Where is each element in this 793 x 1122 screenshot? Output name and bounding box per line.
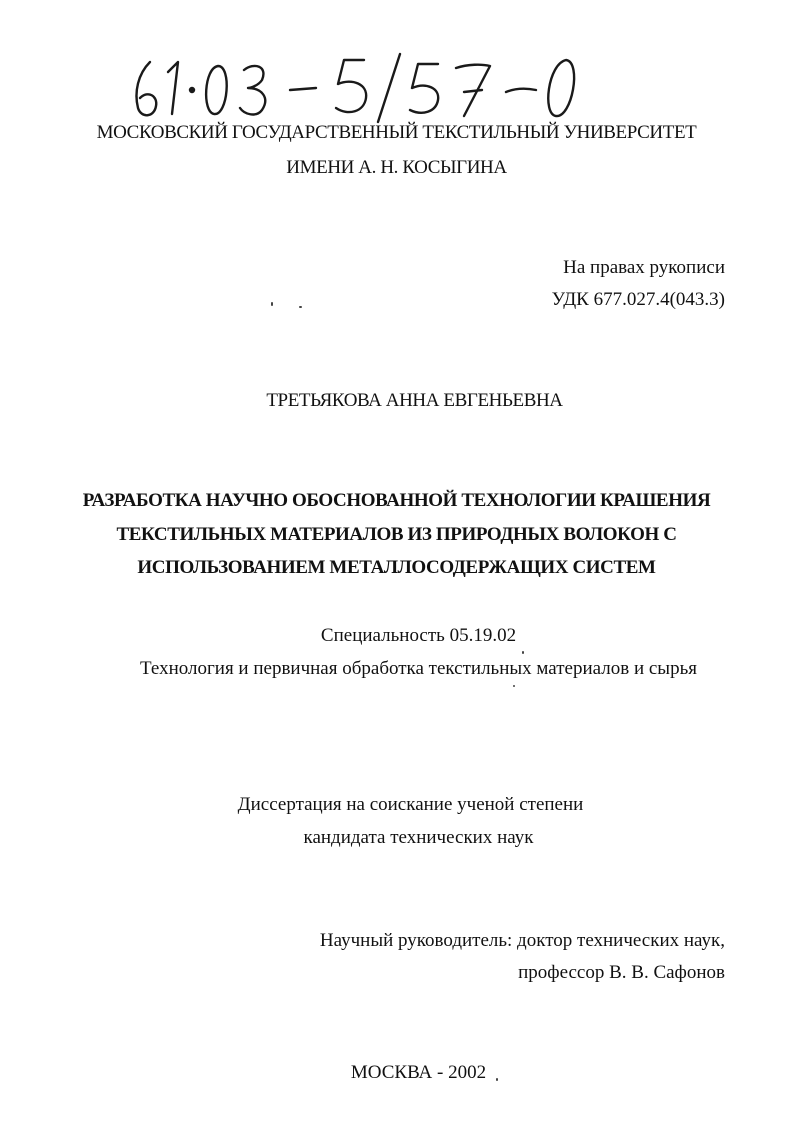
dissertation-line-1: Диссертация на соискание ученой степени	[237, 794, 584, 815]
rights-label: На правах рукописи	[563, 257, 725, 278]
city-year: МОСКВА - 2002	[350, 1062, 487, 1083]
scan-speck	[522, 651, 524, 654]
scan-speck	[271, 302, 273, 306]
dissertation-line-2: кандидата технических наук	[303, 827, 534, 848]
specialty-name: Технология и первичная обработка текстильных материалов и сырья	[140, 658, 697, 679]
supervisor-line-2: профессор В. В. Сафонов	[518, 962, 725, 983]
university-name-line-2: ИМЕНИ А. Н. КОСЫГИНА	[286, 157, 507, 178]
title-line-3: ИСПОЛЬЗОВАНИЕМ МЕТАЛЛОСОДЕРЖАЩИХ СИСТЕМ	[137, 557, 656, 578]
supervisor-line-1: Научный руководитель: доктор технических наук,	[319, 930, 725, 951]
scan-speck	[513, 685, 515, 687]
specialty-code: Специальность 05.19.02	[320, 625, 517, 646]
university-name-line-1: МОСКОВСКИЙ ГОСУДАРСТВЕННЫЙ ТЕКСТИЛЬНЫЙ УНИВЕРСИТЕТ	[96, 122, 697, 143]
author-name: ТРЕТЬЯКОВА АННА ЕВГЕНЬЕВНА	[266, 390, 563, 411]
title-line-1: РАЗРАБОТКА НАУЧНО ОБОСНОВАННОЙ ТЕХНОЛОГИИ КРАШЕНИЯ	[82, 490, 711, 511]
handwritten-archive-number	[120, 52, 590, 124]
title-line-2: ТЕКСТИЛЬНЫХ МАТЕРИАЛОВ ИЗ ПРИРОДНЫХ ВОЛОКОН С	[116, 524, 677, 545]
udc-code: УДК 677.027.4(043.3)	[551, 289, 725, 310]
scan-speck	[496, 1078, 498, 1081]
scan-speck	[299, 306, 302, 308]
